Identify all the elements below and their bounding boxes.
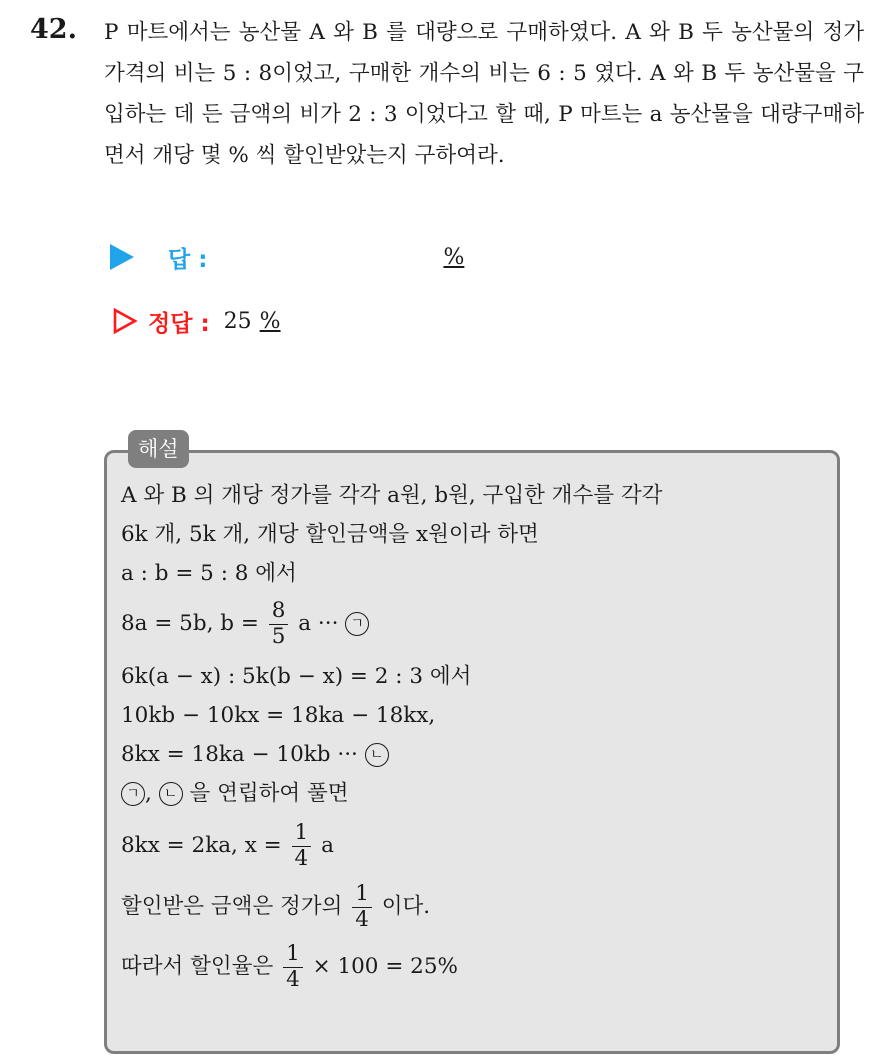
equation-text: 할인받은 금액은 정가의 (121, 894, 343, 920)
outline-triangle-icon (112, 307, 138, 335)
explanation-line-6: 10kb − 10kx = 18ka − 18kx, (121, 703, 436, 729)
explanation-line-2: 6k 개, 5k 개, 개당 할인금액을 x원이라 하면 (121, 522, 539, 547)
play-triangle-icon (110, 244, 134, 270)
explanation-line-3: a : b = 5 : 8 에서 (121, 561, 297, 586)
explanation-line-8 (121, 774, 826, 813)
explanation-line-11 (121, 942, 826, 992)
equation-text: 8a = 5b, b = (121, 611, 259, 637)
equation-text: 을 연립하여 풀면 (189, 781, 349, 807)
fraction-denominator: 4 (355, 906, 369, 932)
fraction-denominator: 4 (294, 846, 309, 872)
explanation-line-5: 6k(a − x) : 5k(b − x) = 2 : 3 에서 (121, 664, 472, 690)
answer-row (110, 236, 464, 278)
fraction-denominator: 5 (271, 623, 286, 649)
question-text (104, 12, 864, 176)
fraction (269, 599, 289, 649)
fraction-numerator: 1 (352, 882, 372, 908)
equation-text: 8kx = 2ka, x = (121, 833, 282, 859)
fraction (292, 821, 312, 871)
equation-text: × 100 = 25% (312, 954, 458, 980)
explanation-tag: 해설 (128, 430, 189, 468)
equation-text: 이다. (381, 894, 431, 920)
circled-mark-1: ㄱ (345, 612, 369, 636)
correct-answer-value: 25 (223, 308, 252, 334)
separator: , (145, 781, 159, 807)
circled-mark-1: ㄱ (121, 782, 145, 806)
fraction-denominator: 4 (286, 967, 300, 993)
equation-text: a (321, 833, 334, 859)
equation-text: a ··· (298, 611, 339, 637)
explanation-line-1: A 와 B 의 개당 정가를 각각 a원, b원, 구입한 개수를 각각 (121, 483, 663, 508)
fraction (283, 942, 303, 992)
answer-unit: % (443, 244, 465, 270)
circled-mark-2: ㄴ (365, 743, 389, 767)
correct-answer-row (112, 300, 281, 342)
explanation-content (121, 476, 826, 993)
explanation-line-7 (121, 735, 826, 774)
explanation-line-4 (121, 599, 826, 649)
fraction (352, 882, 372, 932)
circled-mark-2: ㄴ (159, 782, 183, 806)
equation-text: 따라서 할인율은 (121, 954, 274, 980)
question-body: P 마트에서는 농산물 A 와 B 를 대량으로 구매하였다. A 와 B 두 농산물의 정가 가격의 비는 5 : 8이었고, 구매한 개수의 비는 6 : 5 였다. A 와 B 두 농산물을 구입하는 데 든 금액의 비가 2 : 3 이었다고 할 때, P 마트는 a 농산물을 대량구매하면서 개당 몇 % 씩 할인받았는지 구하여라. (104, 20, 864, 168)
correct-answer-label: 정답 : (148, 310, 210, 337)
fraction-numerator: 1 (283, 942, 303, 968)
explanation-line-9 (121, 821, 826, 871)
answer-label: 답 : (168, 246, 208, 273)
fraction-numerator: 8 (269, 599, 289, 625)
explanation-line-10 (121, 882, 826, 932)
correct-answer-unit: % (259, 308, 281, 334)
question-number: 42. (30, 14, 77, 45)
fraction-numerator: 1 (292, 821, 312, 847)
equation-text: 8kx = 18ka − 10kb ··· (121, 742, 358, 768)
